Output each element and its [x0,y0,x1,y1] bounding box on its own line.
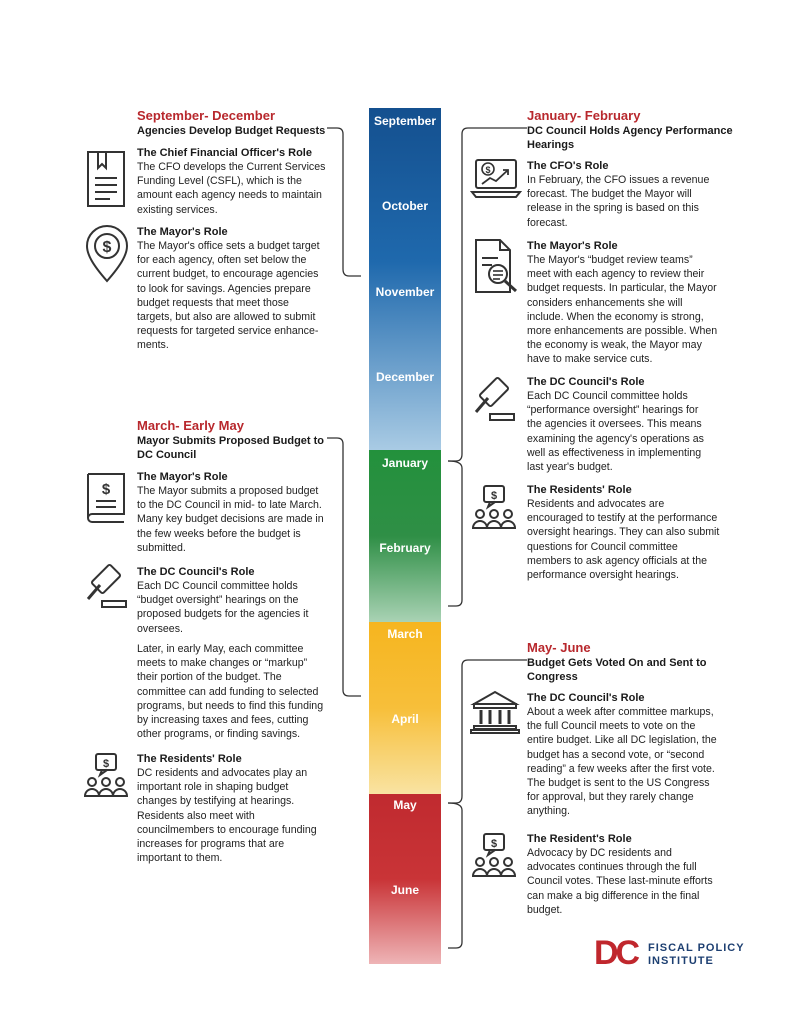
dollar-sign: $ [102,758,110,770]
dollar-sign: $ [102,239,112,256]
residents-icon [470,832,518,878]
month-november: November [375,285,435,299]
month-january: January [381,456,429,470]
role-text-residents-jan: Residents and advocates are encouraged to testify at the performance oversight hearings. They can also submit questions for Council committee members to ask agency officials at the performance oversight hearings. [527,498,720,582]
role-title-residents-jan: The Residents' Role [527,484,632,496]
period-jan-feb: January- February [527,108,641,123]
dollar-pin-icon [84,224,130,284]
role-title-mayor-sep: The Mayor's Role [137,226,228,238]
role-title-council-mar: The DC Council's Role [137,566,255,578]
role-text-residents-mar: DC residents and advocates play an important role in shaping budget changes by testifying at hearings. Residents also meet with councilmembers to encourage funding increases for programs that are important to them. [137,767,317,865]
period-may-jun: May- June [527,640,591,655]
role-text-cfo-sep: The CFO develops the Current Services Funding Level (CSFL), which is the amount each agency needs to maintain existing services. [137,161,326,216]
residents-icon [470,484,518,530]
logo-line2: INSTITUTE [648,955,714,967]
role-text-cfo-jan: In February, the CFO issues a revenue forecast. The budget the Mayor will release in the spring is based on this forecast. [527,174,710,229]
timeline-bar [369,108,441,964]
gavel-icon [82,563,130,609]
capitol-building-icon [470,690,520,734]
subtitle-may-jun: Budget Gets Voted On and Sent to Congress [527,657,707,683]
month-october: October [381,199,428,213]
logo-mark: DC [594,934,638,972]
month-may: May [393,798,417,812]
role-title-council-may: The DC Council's Role [527,692,645,704]
role-title-residents-may: The Resident's Role [527,833,632,845]
role-title-mayor-mar: The Mayor's Role [137,471,228,483]
role-title-cfo-jan: The CFO's Role [527,160,609,172]
month-december: December [375,370,435,384]
role-title-mayor-jan: The Mayor's Role [527,240,618,252]
role-text-mayor-jan: The Mayor's “budget review teams” meet with each agency to review their budget requests. In particular, the Mayor considers enhancements she will include. When the economy is strong, more enhancements are possible. When the economy is weak, the Mayor may have to make service cuts. [527,254,718,366]
month-february: February [379,541,431,555]
gavel-icon [470,376,518,422]
role-text-residents-may: Advocacy by DC residents and advocates continues through the full Council votes. These last-minute efforts can make a big difference in the final budget. [527,847,713,916]
forecast-laptop-icon [470,154,522,200]
fiscal-policy-logo [594,936,754,972]
dollar-sign: $ [490,490,498,502]
dollar-sign: $ [485,165,491,175]
month-march: March [387,627,423,641]
subtitle-mar-may: Mayor Submits Proposed Budget to DC Council [137,435,325,461]
dollar-sign: $ [101,481,111,498]
month-june: June [390,883,419,897]
logo-line1: FISCAL POLICY [648,942,745,954]
month-september: September [373,114,437,128]
subtitle-jan-feb: DC Council Holds Agency Performance Hearings [527,125,733,151]
role-title-residents-mar: The Residents' Role [137,753,242,765]
period-mar-may: March- Early May [137,418,244,433]
role-text-council-mar-markup: Later, in early May, each committee meets to make changes or “markup” their portion of the budget. The committee can add funding to selected programs, but needs to find this funding by increasing taxes and fees, cutting other programs, or finding savings. [137,643,324,741]
role-title-cfo-sep: The Chief Financial Officer's Role [137,147,312,159]
budget-book-icon [82,470,130,526]
residents-icon [82,752,130,798]
role-text-council-may: About a week after committee markups, the full Council meets to vote on the entire budget. Like all DC legislation, the budget has a second vote, or “second reading” a few weeks after the first vote. The budget is sent to the US Congress for approval, but they rarely change anything. [527,706,717,818]
role-text-mayor-sep: The Mayor's office sets a budget target for each agency, often set below the current budget, to encourage agencies to look for savings. Agencies prepare budget requests that meet those targets, but also are allowed to submit requests for targeted service enhance- ments. [137,240,320,352]
role-text-mayor-mar: The Mayor submits a proposed budget to the DC Council in mid- to late March. Many key budget decisions are made in the few weeks before the budget is submitted. [137,485,324,554]
month-april: April [391,712,419,726]
document-icon [84,150,128,208]
dollar-sign: $ [490,838,498,850]
review-document-icon [472,238,520,294]
role-text-council-mar: Each DC Council committee holds “budget oversight” hearings on the proposed budgets for the agencies it oversees. [137,580,309,635]
period-sep-dec: September- December [137,108,275,123]
subtitle-sep-dec: Agencies Develop Budget Requests [137,125,326,137]
role-title-council-jan: The DC Council's Role [527,376,645,388]
role-text-council-jan: Each DC Council committee holds “performance oversight” hearings for the agencies it oversees. This means examining the agency's operations as well as effectiveness in implementing last year's budget. [527,390,704,474]
